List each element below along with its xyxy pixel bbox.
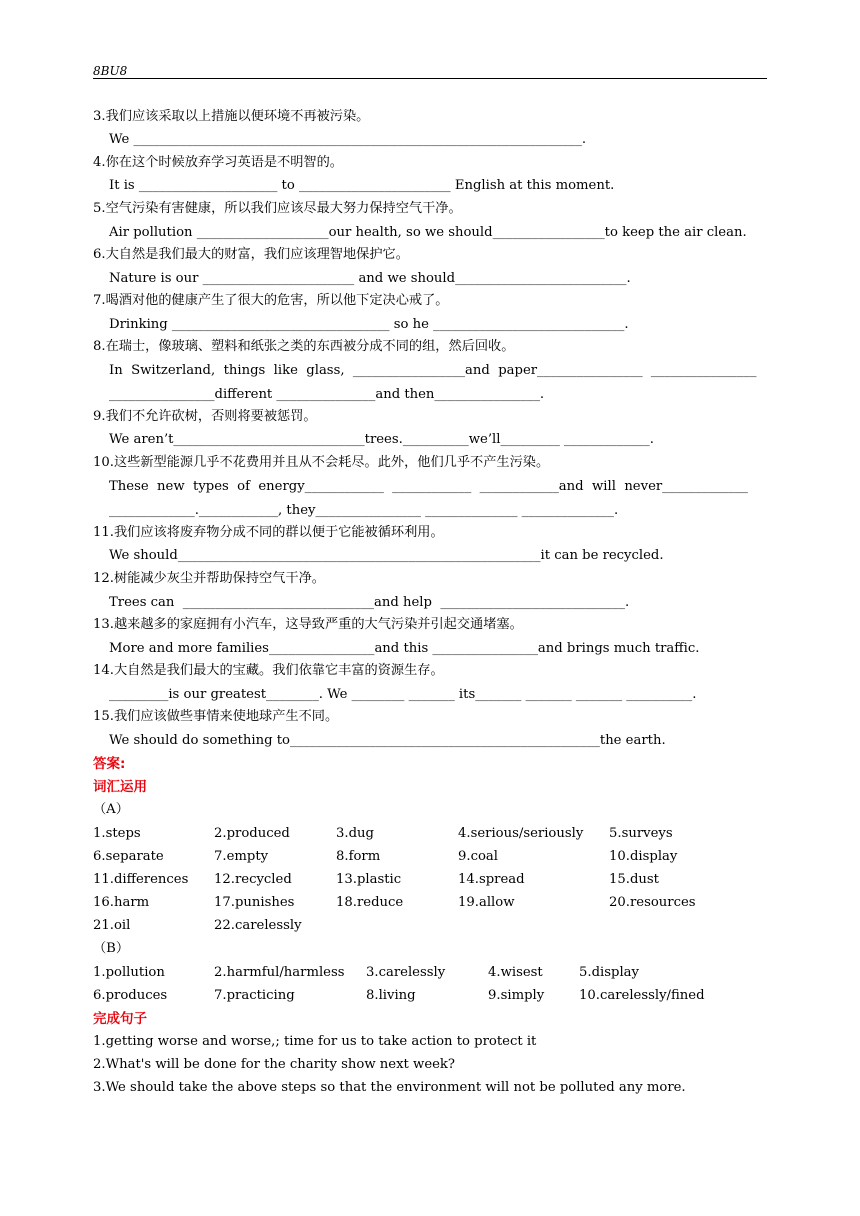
- answer-item: 6.separate: [93, 849, 164, 864]
- answer-item: 13.plastic: [336, 872, 402, 887]
- answer-item: 16.harm: [93, 895, 150, 910]
- answer-item: 2.harmful/harmless: [214, 965, 345, 980]
- answer-item: 8.form: [336, 849, 381, 864]
- answer-blank-line: We aren’t_____________________________trees.__________we’ll_________ _____________.: [109, 432, 654, 447]
- answer-blank-line: ________________different _______________and then________________.: [109, 387, 545, 402]
- question-prompt: 7.喝酒对他的健康产生了很大的危害，所以他下定决心戒了。: [93, 293, 449, 308]
- question-prompt: 11.我们应该将废弃物分成不同的群以便于它能被循环利用。: [93, 525, 444, 540]
- answer-item: 5.surveys: [609, 826, 673, 841]
- answer-blank-line: These new types of energy____________ ____________ ____________and will never_____________: [109, 479, 748, 494]
- answer-item: 1.steps: [93, 826, 141, 841]
- question-prompt: 15.我们应该做些事情来使地球产生不同。: [93, 709, 339, 724]
- question-prompt: 10.这些新型能源几乎不花费用并且从不会耗尽。此外，他们几乎不产生污染。: [93, 455, 550, 470]
- answer-item: 7.practicing: [214, 988, 295, 1003]
- answer-item: 1.pollution: [93, 965, 165, 980]
- answer-item: 15.dust: [609, 872, 659, 887]
- answer-item: 6.produces: [93, 988, 168, 1003]
- complete-sentences-heading: 完成句子: [93, 1011, 147, 1027]
- answer-item: 9.coal: [458, 849, 498, 864]
- answer-item: 12.recycled: [214, 872, 292, 887]
- answer-blank-line: Trees can _____________________________and help ____________________________.: [109, 595, 630, 610]
- question-prompt: 13.越来越多的家庭拥有小汽车，这导致严重的大气污染并引起交通堵塞。: [93, 617, 523, 632]
- answer-item: 3.carelessly: [366, 965, 446, 980]
- answer-blank-line: Nature is our _______________________ and we should__________________________.: [109, 271, 631, 286]
- section-b-label: （B）: [93, 941, 130, 956]
- answer-blank-line: More and more families________________and this ________________and brings much traffic.: [109, 641, 700, 656]
- answer-item: 11.differences: [93, 872, 189, 887]
- question-prompt: 4.你在这个时候放弃学习英语是不明智的。: [93, 155, 343, 170]
- page-header: 8BU8: [93, 64, 128, 78]
- sentence-answer: 3.We should take the above steps so that the environment will not be polluted any more.: [93, 1080, 686, 1095]
- answer-item: 7.empty: [214, 849, 269, 864]
- sentence-answer: 2.What's will be done for the charity show next week?: [93, 1057, 455, 1072]
- answers-heading: 答案:: [93, 756, 126, 772]
- answer-item: 22.carelessly: [214, 918, 302, 933]
- question-prompt: 5.空气污染有害健康，所以我们应该尽最大努力保持空气干净。: [93, 201, 462, 216]
- question-prompt: 9.我们不允许砍树，否则将要被惩罚。: [93, 409, 317, 424]
- answer-blank-line: _____________.____________, they________________ ______________ ______________.: [109, 503, 619, 518]
- answer-item: 10.display: [609, 849, 678, 864]
- answer-blank-line: It is _____________________ to _______________________ English at this moment.: [109, 178, 615, 193]
- answer-item: 17.punishes: [214, 895, 295, 910]
- question-prompt: 12.树能减少灰尘并帮助保持空气干净。: [93, 571, 325, 586]
- answer-blank-line: We should_______________________________________________________it can be recycled.: [109, 548, 664, 563]
- answer-item: 14.spread: [458, 872, 525, 887]
- answer-item: 9.simply: [488, 988, 545, 1003]
- answer-item: 8.living: [366, 988, 416, 1003]
- answer-item: 2.produced: [214, 826, 290, 841]
- answer-blank-line: We ____________________________________________________________________.: [109, 132, 587, 147]
- vocab-heading: 词汇运用: [93, 779, 147, 795]
- header-rule: [93, 78, 767, 79]
- answer-item: 21.oil: [93, 918, 131, 933]
- answer-blank-line: Air pollution ____________________our health, so we should_________________to keep the air clean.: [109, 225, 747, 240]
- section-a-label: （A）: [93, 802, 129, 817]
- answer-item: 4.serious/seriously: [458, 826, 584, 841]
- answer-item: 5.display: [579, 965, 639, 980]
- answer-blank-line: We should do something to_______________________________________________the earth.: [109, 733, 666, 748]
- answer-blank-line: In Switzerland, things like glass, _________________and paper________________ ________________: [109, 363, 757, 378]
- answer-item: 4.wisest: [488, 965, 543, 980]
- question-prompt: 6.大自然是我们最大的财富，我们应该理智地保护它。: [93, 247, 409, 262]
- answer-item: 10.carelessly/fined: [579, 988, 705, 1003]
- answer-item: 19.allow: [458, 895, 515, 910]
- sentence-answer: 1.getting worse and worse,; time for us to take action to protect it: [93, 1034, 537, 1049]
- question-prompt: 14.大自然是我们最大的宝藏。我们依靠它丰富的资源生存。: [93, 663, 444, 678]
- answer-blank-line: Drinking _________________________________ so he _____________________________.: [109, 317, 629, 332]
- answer-blank-line: _________is our greatest________. We ________ _______ its_______ _______ _______ __________.: [109, 687, 697, 702]
- answer-item: 18.reduce: [336, 895, 404, 910]
- question-prompt: 8.在瑞士，像玻璃、塑料和纸张之类的东西被分成不同的组，然后回收。: [93, 339, 515, 354]
- answer-item: 3.dug: [336, 826, 374, 841]
- answer-item: 20.resources: [609, 895, 696, 910]
- question-prompt: 3.我们应该采取以上措施以便环境不再被污染。: [93, 109, 370, 124]
